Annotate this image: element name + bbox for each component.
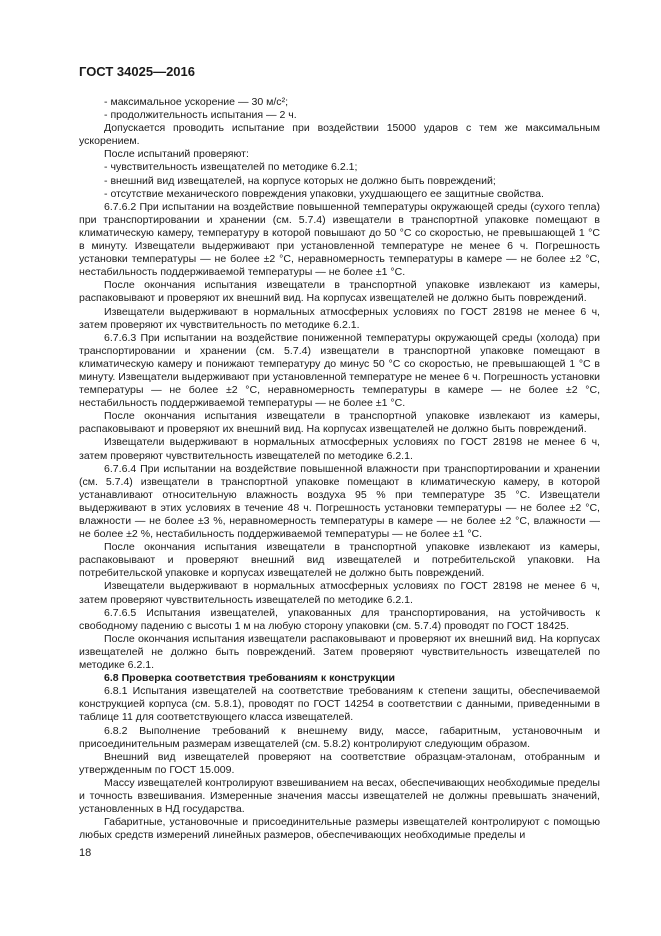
paragraph: 6.7.6.4 При испытании на воздействие повышенной влажности при транспортировании и хранении (см. 5.7.4) извещатели в транспортной упаковке помещают в климатическую камеру, в которой устанавливают относительную влажность воздуха 95 % при температуре 35 °С. Извещатели выдерживают в этих условиях в течение 48 ч. Погрешность установки температуры — не более ±2 °С, влажности — не более ±3 %, неравномерность температуры в камере — не более ±2 °С, влажности — не более ±2 %, нестабильность поддерживаемой температуры — не более ±1 °С. xyxy=(79,462,600,541)
paragraph: Извещатели выдерживают в нормальных атмосферных условиях по ГОСТ 28198 не менее 6 ч, затем проверяют чувствительность извещателей по методике 6.2.1. xyxy=(79,580,600,606)
list-item: - отсутствие механического повреждения упаковки, ухудшающего ее защитные свойства. xyxy=(104,187,544,200)
paragraph: 6.8.2 Выполнение требований к внешнему виду, массе, габаритным, установочным и присоединительным размерам извещателей (см. 5.8.2) контролируют следующим образом. xyxy=(79,724,600,750)
paragraph: 6.7.6.2 При испытании на воздействие повышенной температуры окружающей среды (сухого тепла) при транспортировании и хранении (см. 5.7.4) извещатели в транспортной упаковке помещают в климатическую камеру, температуру в которой повышают до 50 °С со скоростью, не превышающей 1 °С в минуту. Извещатели выдерживают при установленной температуре не менее 6 ч. Погрешность установки температуры — не более ±2 °С, неравномерность температуры в камере — не более ±2 °С, нестабильность поддерживаемой температуры — не более ±1 °С. xyxy=(79,200,600,279)
paragraph: После окончания испытания извещатели в транспортной упаковке извлекают из камеры, распаковывают и проверяют их внешний вид. На корпусах извещателей не должно быть повреждений. xyxy=(79,279,600,305)
section-heading: 6.8 Проверка соответствия требованиям к конструкции xyxy=(104,672,395,685)
paragraph: Допускается проводить испытание при воздействии 15000 ударов с тем же максимальным ускорением. xyxy=(79,122,600,148)
list-item: - внешний вид извещателей, на корпусе которых не должно быть повреждений; xyxy=(104,174,496,187)
page-number: 18 xyxy=(79,847,92,859)
paragraph: Внешний вид извещателей проверяют на соответствие образцам-эталонам, отобранным и утвержденным по ГОСТ 15.009. xyxy=(79,750,600,776)
paragraph: После окончания испытания извещатели распаковывают и проверяют их внешний вид. На корпусах извещателей не должно быть повреждений. Затем проверяют чувствительность извещателей по методике 6.2.1. xyxy=(79,632,600,672)
paragraph: После окончания испытания извещатели в транспортной упаковке извлекают из камеры, распаковывают и проверяют их внешний вид. На корпусах извещателей не должно быть повреждений. xyxy=(79,410,600,436)
paragraph: 6.7.6.5 Испытания извещателей, упакованных для транспортирования, на устойчивость к свободному падению с высоты 1 м на любую сторону упаковки (см. 5.7.4) проводят по ГОСТ 18425. xyxy=(79,606,600,632)
paragraph: Извещатели выдерживают в нормальных атмосферных условиях по ГОСТ 28198 не менее 6 ч, затем проверяют их чувствительность по методике 6.2.1. xyxy=(79,305,600,331)
paragraph: Габаритные, установочные и присоединительные размеры извещателей контролируют с помощью любых средств измерений линейных размеров, обеспечивающих необходимые пределы и xyxy=(79,816,600,842)
document-body xyxy=(79,96,600,842)
paragraph: 6.7.6.3 При испытании на воздействие пониженной температуры окружающей среды (холода) при транспортировании и хранении (см. 5.7.4) извещатели в транспортной упаковке помещают в климатическую камеру и понижают температуру до минус 50 °С со скоростью, не превышающей 1 °С в минуту. Извещатели выдерживают при установленной температуре не менее 6 ч. Погрешность установки температуры — не более ±2 °С, неравномерность температуры в камере — не более ±2 °С, нестабильность поддерживаемой температуры — не более ±1 °С. xyxy=(79,331,600,410)
paragraph: Массу извещателей контролируют взвешиванием на весах, обеспечивающих необходимые пределы и точность взвешивания. Измеренные значения массы извещателей не должны превышать значений, установленных в НД государства. xyxy=(79,776,600,816)
paragraph: Извещатели выдерживают в нормальных атмосферных условиях по ГОСТ 28198 не менее 6 ч, затем проверяют чувствительность извещателей по методике 6.2.1. xyxy=(79,436,600,462)
paragraph: После окончания испытания извещатели в транспортной упаковке извлекают из камеры, распаковывают и проверяют внешний вид извещателей и потребительской упаковки. На потребительской упаковке и корпусах извещателей не должно быть повреждений. xyxy=(79,541,600,580)
list-item: - продолжительность испытания — 2 ч. xyxy=(104,109,297,122)
paragraph: 6.8.1 Испытания извещателей на соответствие требованиям к степени защиты, обеспечиваемой конструкцией корпуса (см. 5.8.1), проводят по ГОСТ 14254 в соответствии с данными, приведенными в таблице 11 для соответствующего класса извещателей. xyxy=(79,685,600,724)
paragraph: После испытаний проверяют: xyxy=(104,148,249,161)
list-item: - чувствительность извещателей по методике 6.2.1; xyxy=(104,161,358,174)
list-item: - максимальное ускорение — 30 м/с²; xyxy=(104,96,289,108)
document-header: ГОСТ 34025—2016 xyxy=(79,64,195,79)
